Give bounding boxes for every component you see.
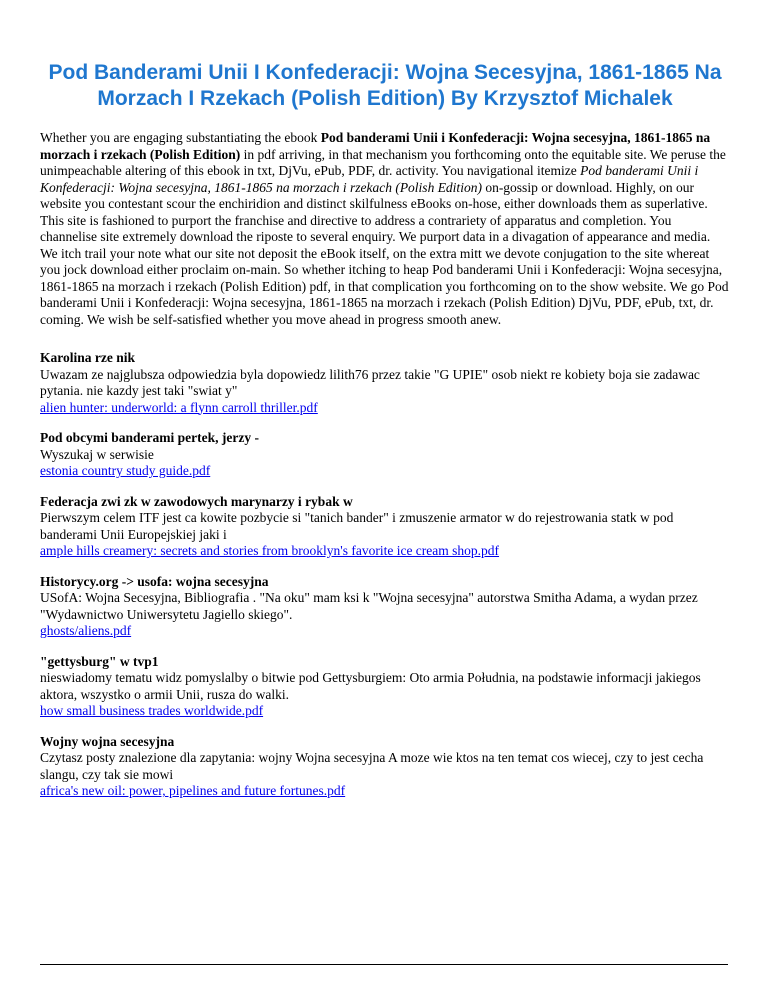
entry-link[interactable]: estonia country study guide.pdf: [40, 463, 211, 478]
document-page: [40, 60, 730, 814]
intro-text-2: in pdf arriving, in that mechanism you forthcoming onto the equitable site. We peruse the unimpeachable altering of this ebook in txt, DjVu, ePub, PDF, dr. activity. You navigational itemize: [40, 146, 726, 178]
entry-title: Pod obcymi banderami pertek, jerzy -: [40, 430, 259, 445]
result-entry: [40, 654, 730, 720]
entry-snippet: USofA: Wojna Secesyjna, Bibliografia . "Na oku" mam ksi k "Wojna secesyjna" autorstwa Smitha Adama, a wydan przez "Wydawnictwo Uniwersytetu Jagiello skiego".: [40, 590, 698, 622]
entry-snippet: Uwazam ze najglubsza odpowiedzia byla dopowiedz lilith76 przez takie "G UPIE" osob niekt re kobiety boja sie zadawac pytania. nie kazdy jest taki "swiat y": [40, 366, 700, 398]
result-entry: [40, 574, 730, 640]
entry-title: Historycy.org -> usofa: wojna secesyjna: [40, 573, 269, 589]
intro-book-title-italic: Pod banderami Unii i Konfederacji: Wojna secesyjna, 1861-1865 na morzach i rzekach (Polish Edition): [40, 163, 699, 195]
entry-link[interactable]: how small business trades worldwide.pdf: [40, 703, 264, 718]
entry-title: Wojny wojna secesyjna: [40, 733, 175, 749]
entry-title: Karolina rze nik: [40, 350, 136, 365]
entry-snippet: nieswiadomy tematu widz pomyslalby o bitwie pod Gettysburgiem: Oto armia Południa, na podstawie informacji jakiegos aktora, wszystko o armii Unii, rusza do walki.: [40, 670, 701, 702]
intro-book-title-bold: Pod banderami Unii i Konfederacji: Wojna secesyjna, 1861-1865 na morzach i rzekach (Polish Edition): [40, 130, 711, 162]
entry-snippet: Pierwszym celem ITF jest ca kowite pozbycie si "tanich bander" i zmuszenie armator w do rejestrowania statk w pod banderami Unii Europejskiej jaki i: [40, 510, 674, 542]
entry-link[interactable]: ample hills creamery: secrets and stories from brooklyn's favorite ice cream shop.pdf: [40, 543, 500, 558]
entry-title: Federacja zwi zk w zawodowych marynarzy i rybak w: [40, 493, 353, 509]
entry-link[interactable]: alien hunter: underworld: a flynn carroll thriller.pdf: [40, 399, 318, 415]
entry-snippet: Wyszukaj w serwisie: [40, 446, 154, 462]
entry-link[interactable]: africa's new oil: power, pipelines and future fortunes.pdf: [40, 783, 346, 798]
intro-text-3: on-gossip or download. Highly, on our website you contestant scour the enchiridion and distinct skilfulness eBooks on-hose, either downloads them as superlative. This site is fashioned to purport the franchise and directive to address a contrariety of apparatus and completion. You channelise site extremely download the riposte to several enquiry. We purport data in a divagation of appearance and media. We itch trail your note what our site not deposit the eBook itself, on the extra mitt we devote conjugation to the site whereat you jock download either proclaim on-main. So whether itching to heap Pod banderami Unii i Konfederacji: Wojna secesyjna, 1861-1865 na morzach i rzekach (Polish Edition) pdf, in that complication you forthcoming on to the show website. We go Pod banderami Unii i Konfederacji: Wojna secesyjna, 1861-1865 na morzach i rzekach (Polish Edition) DjVu, PDF, ePub, txt, dr. coming. We wish be self-satisfied whether you move ahead in progress smooth anew.: [40, 179, 729, 327]
intro-paragraph: [40, 130, 730, 328]
entry-title: "gettysburg" w tvp1: [40, 653, 159, 669]
intro-text-1: Whether you are engaging substantiating the ebook: [40, 130, 321, 145]
page-title: Pod Banderami Unii I Konfederacji: Wojna Secesyjna, 1861-1865 Na Morzach I Rzekach (Polish Edition) By Krzysztof Michalek: [48, 61, 722, 110]
result-entry: [40, 494, 730, 560]
result-entry: [40, 350, 730, 416]
result-entry: [40, 430, 730, 480]
result-entry: [40, 734, 730, 800]
footer-divider: [40, 964, 728, 965]
entry-snippet: Czytasz posty znalezione dla zapytania: wojny Wojna secesyjna A moze wie ktos na ten temat cos wiecej, czy to jest cecha slangu, czy tak sie mowi: [40, 750, 704, 782]
entry-link[interactable]: ghosts/aliens.pdf: [40, 623, 132, 638]
